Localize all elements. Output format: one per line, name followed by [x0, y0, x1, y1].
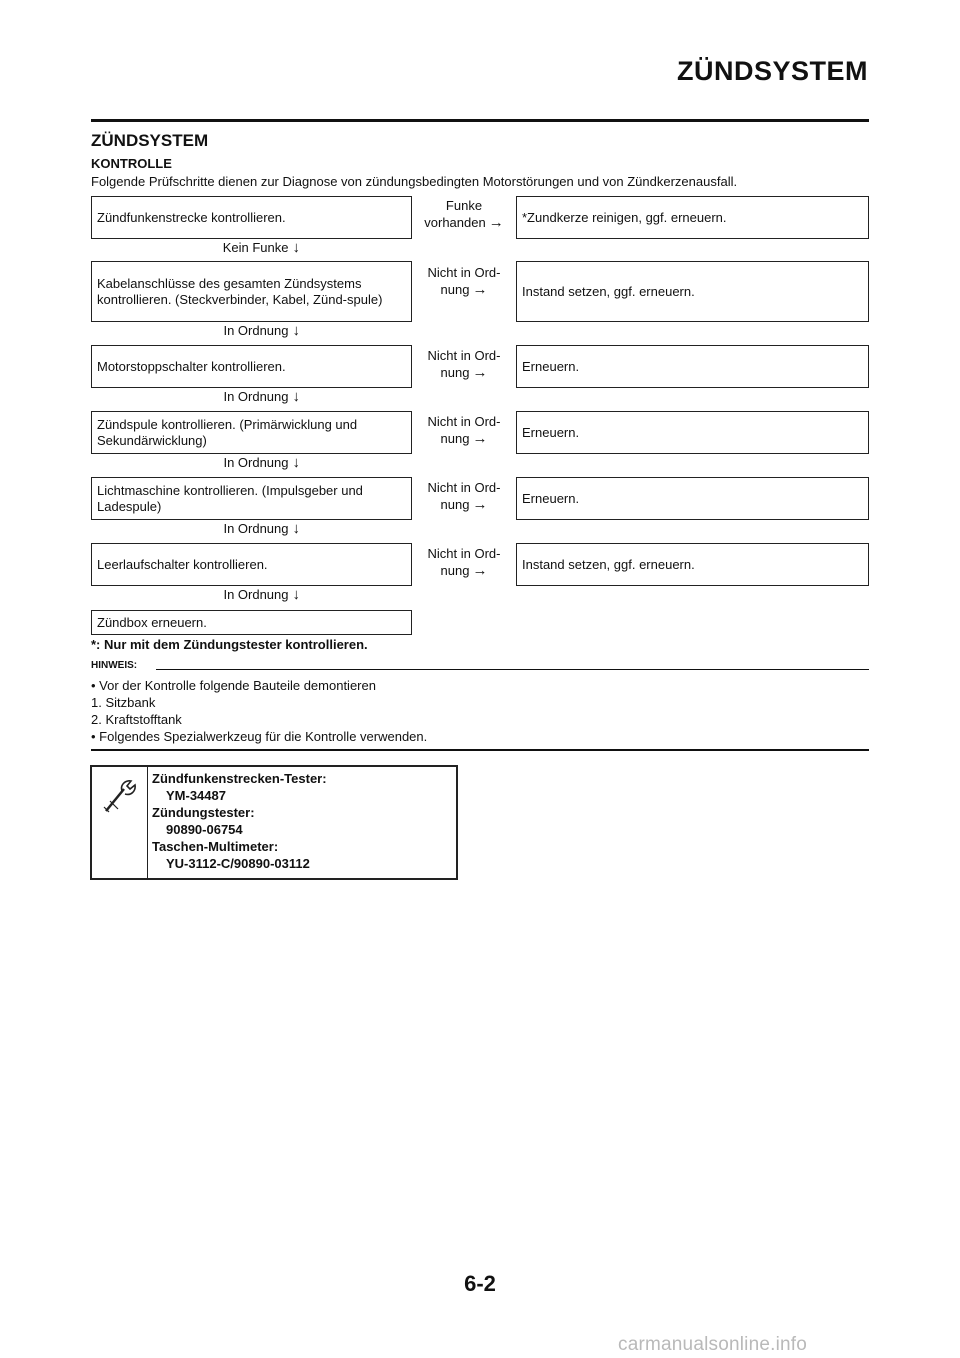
footnote: *: Nur mit dem Zündungstester kontrollieren.	[91, 637, 368, 652]
arrow-down-icon: ↓	[292, 239, 300, 256]
tool-part-number: YU-3112-C/90890-03112	[166, 856, 310, 871]
note-item: 2. Kraftstofftank	[91, 712, 182, 727]
special-tools-box	[90, 765, 458, 880]
flow-down	[150, 323, 300, 339]
flow-result-line2: nung	[440, 282, 470, 297]
header-rule	[91, 119, 869, 122]
flow-action-text: *Zundkerze reinigen, ggf. erneuern.	[522, 209, 727, 225]
flow-check-box	[91, 411, 412, 454]
tool-list	[152, 770, 327, 872]
tool-name: Zündungstester:	[152, 805, 255, 820]
flow-down	[150, 455, 300, 471]
arrow-right-icon: →	[472, 281, 488, 298]
note-label: HINWEIS:	[91, 660, 138, 671]
tool-icon-cell	[92, 767, 148, 878]
intro-text: Folgende Prüfschritte dienen zur Diagnose von zündungsbedingten Motorstörungen und von Zündkerzenausfall.	[91, 174, 738, 189]
note-rule	[156, 669, 869, 670]
arrow-down-icon: ↓	[292, 388, 300, 405]
flow-result	[412, 413, 516, 447]
wrench-icon	[100, 777, 140, 817]
arrow-down-icon: ↓	[292, 586, 300, 603]
flow-down-label: In Ordnung	[223, 521, 289, 536]
section-title: ZÜNDSYSTEM	[91, 131, 209, 150]
page-header-title: ZÜNDSYSTEM	[676, 56, 868, 86]
note-item: 1. Sitzbank	[91, 695, 156, 710]
arrow-down-icon: ↓	[292, 454, 300, 471]
arrow-down-icon: ↓	[292, 520, 300, 537]
flow-check-text: Zündfunkenstrecke kontrollieren.	[97, 209, 286, 225]
flow-result-line2: nung	[440, 497, 470, 512]
arrow-down-icon: ↓	[292, 322, 300, 339]
flow-result-line2: vorhanden	[424, 215, 486, 230]
note-list	[91, 677, 427, 745]
flow-action-text: Erneuern.	[522, 490, 580, 506]
flow-result	[412, 347, 516, 381]
flow-result-line1: Nicht in Ord-	[427, 480, 501, 495]
flow-down	[150, 587, 300, 603]
flow-down-label: In Ordnung	[223, 323, 289, 338]
flow-check-box	[91, 261, 412, 322]
flow-result-line2: nung	[440, 365, 470, 380]
flow-check-text: Zündspule kontrollieren. (Primärwicklung und Sekundärwicklung)	[97, 416, 358, 448]
flow-check-text: Leerlaufschalter kontrollieren.	[97, 556, 268, 572]
flow-down-label: In Ordnung	[223, 389, 289, 404]
note-item: • Vor der Kontrolle folgende Bauteile demontieren	[91, 678, 376, 693]
flow-down	[150, 389, 300, 405]
flow-action-text: Erneuern.	[522, 424, 580, 440]
flow-down-label: In Ordnung	[223, 587, 289, 602]
note-bottom-rule	[91, 749, 869, 751]
flow-action-text: Erneuern.	[522, 358, 580, 374]
flow-check-box	[91, 345, 412, 388]
tool-part-number: 90890-06754	[166, 822, 243, 837]
flow-check-box	[91, 477, 412, 520]
flow-action-box	[516, 196, 869, 239]
flow-check-box	[91, 543, 412, 586]
watermark: carmanualsonline.info	[618, 1334, 808, 1355]
flow-check-text: Kabelanschlüsse des gesamten Zündsystems kontrollieren. (Steckverbinder, Kabel, Zünd-spule)	[97, 275, 383, 307]
flow-result-line1: Nicht in Ord-	[427, 414, 501, 429]
arrow-right-icon: →	[472, 562, 488, 579]
flow-action-text: Instand setzen, ggf. erneuern.	[522, 283, 695, 299]
page-number: 6-2	[464, 1271, 496, 1296]
flow-check-text: Lichtmaschine kontrollieren. (Impulsgeber und Ladespule)	[97, 482, 363, 514]
tool-name: Zündfunkenstrecken-Tester:	[152, 771, 327, 786]
flow-action-box	[516, 411, 869, 454]
flow-action-box	[516, 261, 869, 322]
note-item: • Folgendes Spezialwerkzeug für die Kontrolle verwenden.	[91, 729, 428, 744]
flow-result	[412, 545, 516, 579]
flow-action-box	[516, 477, 869, 520]
flow-result-line1: Funke	[445, 198, 483, 213]
flow-result-line1: Nicht in Ord-	[427, 546, 501, 561]
section-subtitle: KONTROLLE	[91, 156, 172, 171]
flow-action-box	[516, 543, 869, 586]
flow-final-box	[91, 610, 412, 635]
flow-result-line1: Nicht in Ord-	[427, 265, 501, 280]
flow-check-box	[91, 196, 412, 239]
flow-result	[412, 479, 516, 513]
tool-name: Taschen-Multimeter:	[152, 839, 279, 854]
flow-check-text: Motorstoppschalter kontrollieren.	[97, 358, 286, 374]
flow-down-label: In Ordnung	[223, 455, 289, 470]
arrow-right-icon: →	[472, 430, 488, 447]
flow-down-label: Kein Funke	[222, 240, 289, 255]
flow-action-text: Instand setzen, ggf. erneuern.	[522, 556, 695, 572]
flow-result-line1: Nicht in Ord-	[427, 348, 501, 363]
flow-down	[150, 240, 300, 256]
arrow-right-icon: →	[472, 496, 488, 513]
flow-down	[150, 521, 300, 537]
flow-result-line2: nung	[440, 431, 470, 446]
tool-part-number: YM-34487	[166, 788, 226, 803]
flow-result	[412, 264, 516, 298]
flow-result-line2: nung	[440, 563, 470, 578]
flow-final-text: Zündbox erneuern.	[97, 614, 207, 630]
flow-action-box	[516, 345, 869, 388]
flow-result	[412, 197, 516, 231]
arrow-right-icon: →	[472, 364, 488, 381]
arrow-right-icon: →	[488, 214, 504, 231]
